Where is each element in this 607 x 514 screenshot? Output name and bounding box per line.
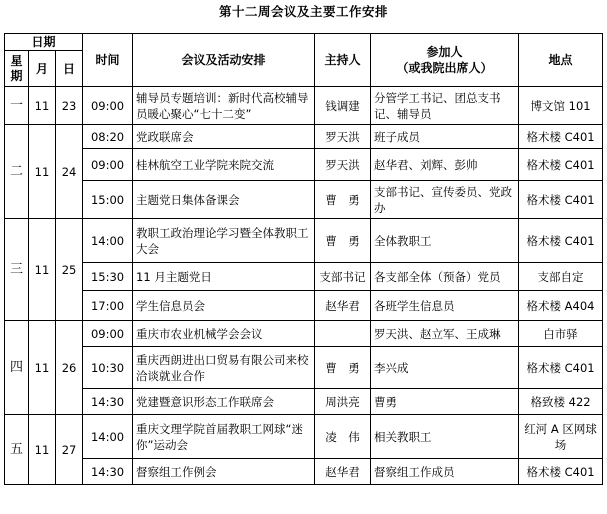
location-cell: 白市驿	[519, 321, 603, 347]
time-cell: 09:00	[83, 321, 133, 347]
header-host: 主持人	[315, 34, 371, 87]
table-row	[5, 87, 603, 125]
location-cell: 格术楼 A404	[519, 291, 603, 321]
location-cell: 格术楼 C401	[519, 347, 603, 389]
attendees-cell: 相关教职工	[371, 415, 519, 459]
month-cell: 11	[29, 321, 56, 415]
time-cell: 09:00	[83, 87, 133, 125]
attendees-cell: 分管学工书记、团总支书记、辅导员	[371, 87, 519, 125]
day-cell: 24	[56, 125, 83, 219]
weekday-cell: 三	[5, 219, 29, 321]
header-location: 地点	[519, 34, 603, 87]
time-cell: 08:20	[83, 125, 133, 149]
location-cell: 红河 A 区网球场	[519, 415, 603, 459]
table-row	[5, 181, 603, 219]
table-row	[5, 459, 603, 485]
day-cell: 26	[56, 321, 83, 415]
table-row	[5, 149, 603, 181]
meeting-cell: 重庆西朗进出口贸易有限公司来校洽谈就业合作	[133, 347, 315, 389]
weekday-cell: 四	[5, 321, 29, 415]
table-row	[5, 347, 603, 389]
attendees-cell: 罗天洪、赵立军、王成琳	[371, 321, 519, 347]
attendees-cell: 班子成员	[371, 125, 519, 149]
table-row	[5, 415, 603, 459]
host-cell: 曹 勇	[315, 347, 371, 389]
time-cell: 14:30	[83, 459, 133, 485]
month-cell: 11	[29, 219, 56, 321]
host-cell: 赵华君	[315, 459, 371, 485]
day-cell: 27	[56, 415, 83, 485]
header-attendees	[371, 34, 519, 87]
location-cell: 博文馆 101	[519, 87, 603, 125]
location-cell: 支部自定	[519, 263, 603, 291]
attendees-cell: 赵华君、刘辉、彭帅	[371, 149, 519, 181]
meeting-cell: 教职工政治理论学习暨全体教职工大会	[133, 219, 315, 263]
header-month: 月	[29, 51, 56, 87]
header-attendees-line1: 参加人	[426, 45, 463, 59]
table-row	[5, 219, 603, 263]
location-cell: 格术楼 C401	[519, 125, 603, 149]
table-row	[5, 389, 603, 415]
attendees-cell: 督察组工作成员	[371, 459, 519, 485]
header-time: 时间	[83, 34, 133, 87]
attendees-cell: 各支部全体（预备）党员	[371, 263, 519, 291]
host-cell: 曹 勇	[315, 181, 371, 219]
host-cell: 周洪亮	[315, 389, 371, 415]
host-cell	[315, 321, 371, 347]
weekday-cell: 五	[5, 415, 29, 485]
day-cell: 23	[56, 87, 83, 125]
location-cell: 格术楼 C401	[519, 181, 603, 219]
time-cell: 14:30	[83, 389, 133, 415]
host-cell: 曹 勇	[315, 219, 371, 263]
meeting-cell: 桂林航空工业学院来院交流	[133, 149, 315, 181]
table-row	[5, 291, 603, 321]
header-weekday-text: 星期	[10, 53, 23, 83]
attendees-cell: 曹勇	[371, 389, 519, 415]
location-cell: 格致楼 422	[519, 389, 603, 415]
host-cell: 赵华君	[315, 291, 371, 321]
month-cell: 11	[29, 87, 56, 125]
meeting-cell: 主题党日集体备课会	[133, 181, 315, 219]
meeting-cell: 重庆市农业机械学会会议	[133, 321, 315, 347]
page-title: 第十二周会议及主要工作安排	[218, 4, 388, 19]
weekday-cell: 二	[5, 125, 29, 219]
host-cell: 凌 伟	[315, 415, 371, 459]
time-cell: 10:30	[83, 347, 133, 389]
attendees-cell: 各班学生信息员	[371, 291, 519, 321]
table-row	[5, 263, 603, 291]
attendees-cell: 支部书记、宣传委员、党政办	[371, 181, 519, 219]
time-cell: 15:00	[83, 181, 133, 219]
meeting-cell: 辅导员专题培训：新时代高校辅导员暖心聚心“七十二变”	[133, 87, 315, 125]
location-cell: 格术楼 C401	[519, 149, 603, 181]
time-cell: 14:00	[83, 415, 133, 459]
header-meeting: 会议及活动安排	[133, 34, 315, 87]
meeting-cell: 11 月主题党日	[133, 263, 315, 291]
schedule-table	[4, 33, 603, 485]
attendees-cell: 全体教职工	[371, 219, 519, 263]
meeting-cell: 党政联席会	[133, 125, 315, 149]
table-row	[5, 125, 603, 149]
header-weekday	[5, 51, 29, 87]
time-cell: 09:00	[83, 149, 133, 181]
day-cell: 25	[56, 219, 83, 321]
header-attendees-line2: （或我院出席人）	[396, 61, 493, 75]
meeting-cell: 党建暨意识形态工作联席会	[133, 389, 315, 415]
location-cell: 格术楼 C401	[519, 219, 603, 263]
time-cell: 17:00	[83, 291, 133, 321]
host-cell: 钱调建	[315, 87, 371, 125]
meeting-cell: 督察组工作例会	[133, 459, 315, 485]
host-cell: 罗天洪	[315, 125, 371, 149]
month-cell: 11	[29, 125, 56, 219]
location-cell: 格术楼 C401	[519, 459, 603, 485]
host-cell: 罗天洪	[315, 149, 371, 181]
time-cell: 14:00	[83, 219, 133, 263]
table-row	[5, 321, 603, 347]
header-day: 日	[56, 51, 83, 87]
meeting-cell: 学生信息员会	[133, 291, 315, 321]
header-date: 日期	[5, 34, 83, 51]
month-cell: 11	[29, 415, 56, 485]
meeting-cell: 重庆文理学院首届教职工网球“迷你”运动会	[133, 415, 315, 459]
host-cell: 支部书记	[315, 263, 371, 291]
time-cell: 15:30	[83, 263, 133, 291]
weekday-cell: 一	[5, 87, 29, 125]
attendees-cell: 李兴成	[371, 347, 519, 389]
